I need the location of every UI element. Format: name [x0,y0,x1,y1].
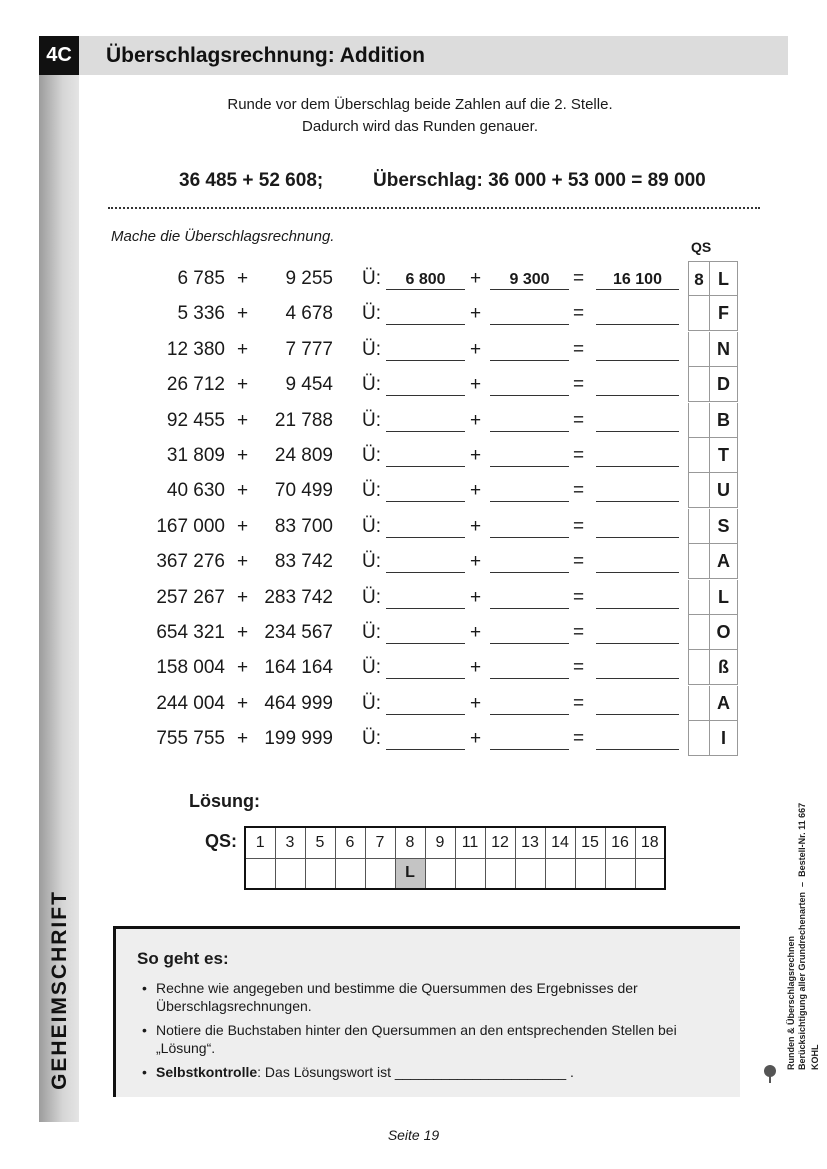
credit-line-2: Berücksichtigung aller Grundrechenarten [797,891,807,1070]
first-addend: 244 004 [156,693,225,714]
second-addend: 199 999 [264,728,333,749]
estimate-label: Ü: [362,480,381,501]
plus-sign: + [470,445,482,466]
plus-sign: + [237,410,249,431]
plus-sign: + [237,551,249,572]
second-addend: 9 255 [285,268,333,289]
howto-item-3-rest: : Das Lösungswort ist ______________________ . [257,1064,574,1080]
side-label: GEHEIMSCHRIFT [48,890,71,1090]
rounded-first-blank[interactable] [386,296,465,331]
second-addend: 70 499 [274,480,333,501]
first-addend: 92 455 [166,410,225,431]
second-addend: 7 777 [285,339,333,360]
exercise-row [0,296,827,331]
rounded-second-blank[interactable] [490,721,569,756]
equals-sign: = [573,657,585,678]
rounded-second-blank[interactable] [490,544,569,579]
plus-sign: + [237,728,249,749]
estimate-label: Ü: [362,303,381,324]
solution-qs-cell: 12 [485,827,515,858]
equals-sign: = [573,480,585,501]
qs-box[interactable] [688,367,710,402]
estimate-label: Ü: [362,268,381,289]
code-letter: F [710,296,738,331]
sum-blank[interactable] [596,580,679,615]
code-letter: D [710,367,738,402]
solution-qs-label: QS: [205,831,238,851]
qs-box[interactable] [688,615,710,650]
howto-item-3 [156,1063,726,1081]
solution-answer-cell[interactable]: L [395,858,425,889]
solution-answer-cell[interactable] [635,858,665,889]
example-estimate: Überschlag: 36 000 + 53 000 = 89 000 [373,170,706,191]
plus-sign: + [470,339,482,360]
qs-box[interactable] [688,509,710,544]
estimate-label: Ü: [362,693,381,714]
exercise-row [0,650,827,685]
estimate-label: Ü: [362,339,381,360]
dotted-divider [108,207,760,209]
plus-sign: + [470,516,482,537]
first-addend: 5 336 [177,303,225,324]
equals-sign: = [573,410,585,431]
solution-answer-cell[interactable] [275,858,305,889]
sum-blank[interactable] [596,296,679,331]
equals-sign: = [573,339,585,360]
solution-qs-cell: 9 [425,827,455,858]
sum-blank[interactable] [596,403,679,438]
plus-sign: + [237,268,249,289]
qs-box[interactable] [688,403,710,438]
rounded-second-blank[interactable] [490,580,569,615]
plus-sign: + [237,445,249,466]
qs-box[interactable] [688,332,710,367]
plus-sign: + [237,587,249,608]
rounded-second-blank[interactable] [490,473,569,508]
second-addend: 283 742 [264,587,333,608]
second-addend: 9 454 [285,374,333,395]
qs-box[interactable] [688,438,710,473]
intro-line-2: Dadurch wird das Runden genauer. [302,118,538,135]
rounded-second-blank[interactable]: 9 300 [490,261,569,296]
exercise-row [0,686,827,721]
first-addend: 31 809 [166,445,225,466]
estimate-label: Ü: [362,374,381,395]
equals-sign: = [573,551,585,572]
code-letter: L [710,261,738,296]
plus-sign: + [237,303,249,324]
qs-box[interactable] [688,473,710,508]
estimate-label: Ü: [362,587,381,608]
estimate-label: Ü: [362,445,381,466]
second-addend: 83 700 [274,516,333,537]
equals-sign: = [573,622,585,643]
second-addend: 464 999 [264,693,333,714]
credit-separator: – [797,881,807,887]
solution-answer-cell[interactable] [455,858,485,889]
rounded-first-blank[interactable]: 6 800 [386,261,465,296]
sum-blank[interactable] [596,509,679,544]
solution-answer-cell[interactable] [485,858,515,889]
solution-qs-cell: 1 [245,827,275,858]
solution-qs-cell: 11 [455,827,485,858]
rounded-first-blank[interactable] [386,580,465,615]
rounded-first-blank[interactable] [386,544,465,579]
solution-answer-cell[interactable] [575,858,605,889]
code-letter: B [710,403,738,438]
solution-answer-cell[interactable] [545,858,575,889]
second-addend: 83 742 [274,551,333,572]
sum-blank[interactable] [596,650,679,685]
first-addend: 257 267 [156,587,225,608]
howto-item-1: • Rechne wie angegeben und bestimme die Quersummen des Ergebnisses der Überschlagsrechnungen. [156,979,726,1015]
solution-qs-row [245,827,665,858]
sum-blank[interactable] [596,438,679,473]
sum-blank[interactable] [596,544,679,579]
exercise-row [0,615,827,650]
equals-sign: = [573,445,585,466]
qs-box[interactable] [688,580,710,615]
solution-answer-cell[interactable] [515,858,545,889]
first-addend: 367 276 [156,551,225,572]
solution-qs-cell: 8 [395,827,425,858]
second-addend: 21 788 [274,410,333,431]
code-letter: A [710,686,738,721]
rounded-first-blank[interactable] [386,438,465,473]
plus-sign: + [470,657,482,678]
rounded-second-blank[interactable] [490,332,569,367]
code-letter: I [710,721,738,756]
plus-sign: + [470,622,482,643]
howto-item-2: • Notiere die Buchstaben hinter den Quersummen an den entsprechenden Stellen bei „Lösung“. [156,1021,726,1057]
solution-qs-cell: 15 [575,827,605,858]
page-number: Seite 19 [387,1127,440,1143]
first-addend: 40 630 [166,480,225,501]
qs-box[interactable]: 8 [688,261,710,296]
plus-sign: + [470,587,482,608]
qs-box[interactable] [688,650,710,685]
second-addend: 4 678 [285,303,333,324]
rounded-first-blank[interactable] [386,367,465,402]
rounded-second-blank[interactable] [490,438,569,473]
howto-title: So geht es: [137,949,229,968]
estimate-label: Ü: [362,728,381,749]
rounded-first-blank[interactable] [386,721,465,756]
exercise-row [0,509,827,544]
second-addend: 24 809 [274,445,333,466]
solution-qs-cell: 13 [515,827,545,858]
plus-sign: + [237,693,249,714]
equals-sign: = [573,516,585,537]
code-letter: A [710,544,738,579]
solution-answer-row [245,858,665,889]
solution-qs-cell: 16 [605,827,635,858]
exercise-row [0,261,827,296]
code-letter: T [710,438,738,473]
solution-answer-cell[interactable] [365,858,395,889]
qs-box[interactable] [688,686,710,721]
qs-box[interactable] [688,721,710,756]
code-letter: O [710,615,738,650]
rounded-first-blank[interactable] [386,650,465,685]
plus-sign: + [470,551,482,572]
exercise-row [0,544,827,579]
howto-box [113,926,740,1097]
rounded-first-blank[interactable] [386,686,465,721]
code-letter: S [710,509,738,544]
sum-blank[interactable]: 16 100 [596,261,679,296]
solution-answer-cell[interactable] [245,858,275,889]
plus-sign: + [470,374,482,395]
rounded-second-blank[interactable] [490,403,569,438]
rounded-second-blank[interactable] [490,296,569,331]
rounded-second-blank[interactable] [490,650,569,685]
rounded-first-blank[interactable] [386,615,465,650]
exercise-row [0,367,827,402]
plus-sign: + [237,339,249,360]
estimate-label: Ü: [362,657,381,678]
exercise-row [0,332,827,367]
credit-line-1: Runden & Überschlagsrechnen [786,935,796,1070]
sum-blank[interactable] [596,686,679,721]
rounded-first-blank[interactable] [386,332,465,367]
solution-qs-cell: 7 [365,827,395,858]
solution-qs-cell: 3 [275,827,305,858]
solution-answer-cell[interactable] [605,858,635,889]
rounded-second-blank[interactable] [490,509,569,544]
example-task: 36 485 + 52 608; [179,170,324,191]
page-title: Überschlagsrechnung: Addition [106,44,425,67]
howto-item-3-bold: Selbstkontrolle [156,1064,258,1080]
qs-box[interactable] [688,544,710,579]
plus-sign: + [237,622,249,643]
equals-sign: = [573,693,585,714]
credit-order-number: Bestell-Nr. 11 667 [797,802,807,877]
sum-blank[interactable] [596,473,679,508]
exercise-row [0,580,827,615]
second-addend: 234 567 [264,622,333,643]
equals-sign: = [573,374,585,395]
solution-qs-cell: 6 [335,827,365,858]
first-addend: 12 380 [166,339,225,360]
plus-sign: + [470,268,482,289]
first-addend: 755 755 [156,728,225,749]
second-addend: 164 164 [264,657,333,678]
equals-sign: = [573,268,585,289]
sum-blank[interactable] [596,332,679,367]
publisher-credit [786,803,821,1070]
estimate-label: Ü: [362,410,381,431]
rounded-second-blank[interactable] [490,615,569,650]
plus-sign: + [237,657,249,678]
plus-sign: + [470,693,482,714]
first-addend: 158 004 [156,657,225,678]
solution-table [244,826,666,890]
code-letter: ß [710,650,738,685]
equals-sign: = [573,587,585,608]
first-addend: 167 000 [156,516,225,537]
solution-answer-cell[interactable] [305,858,335,889]
publisher-name: KOHL [810,1044,820,1070]
plus-sign: + [470,410,482,431]
howto-list [156,979,726,1087]
rounded-second-blank[interactable] [490,367,569,402]
plus-sign: + [470,728,482,749]
equals-sign: = [573,728,585,749]
code-letter: L [710,580,738,615]
plus-sign: + [237,480,249,501]
code-letter: N [710,332,738,367]
rounded-first-blank[interactable] [386,403,465,438]
plus-sign: + [470,480,482,501]
solution-answer-cell[interactable] [335,858,365,889]
plus-sign: + [237,516,249,537]
plus-sign: + [470,303,482,324]
exercise-row [0,438,827,473]
equals-sign: = [573,303,585,324]
estimate-label: Ü: [362,516,381,537]
first-addend: 6 785 [177,268,225,289]
rounded-first-blank[interactable] [386,509,465,544]
intro-line-1: Runde vor dem Überschlag beide Zahlen auf die 2. Stelle. [227,96,613,113]
plus-sign: + [237,374,249,395]
qs-heading: QS [691,239,712,255]
publisher-tree-icon [762,1064,778,1084]
solution-answer-cell[interactable] [425,858,455,889]
solution-qs-cell: 5 [305,827,335,858]
solution-label: Lösung: [189,791,260,811]
code-letter: U [710,473,738,508]
first-addend: 26 712 [166,374,225,395]
exercise-row [0,473,827,508]
estimate-label: Ü: [362,622,381,643]
solution-qs-cell: 18 [635,827,665,858]
sum-blank[interactable] [596,721,679,756]
rounded-second-blank[interactable] [490,686,569,721]
first-addend: 654 321 [156,622,225,643]
sum-blank[interactable] [596,615,679,650]
rounded-first-blank[interactable] [386,473,465,508]
estimate-label: Ü: [362,551,381,572]
qs-box[interactable] [688,296,710,331]
chapter-badge: 4C [39,36,79,75]
exercise-row [0,403,827,438]
instruction: Mache die Überschlagsrechnung. [111,228,335,245]
sum-blank[interactable] [596,367,679,402]
solution-qs-cell: 14 [545,827,575,858]
exercise-row [0,721,827,756]
